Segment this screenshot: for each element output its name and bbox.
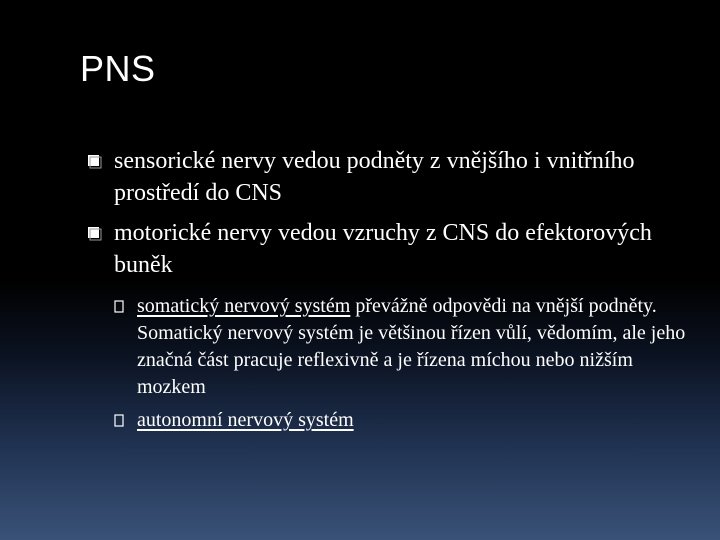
autonomic-nervous-system-link[interactable]: autonomní nervový systém — [137, 409, 354, 431]
hollow-square-bullet-icon — [114, 300, 124, 313]
sub-bullet-item — [114, 293, 696, 401]
slide-title: PNS — [80, 48, 156, 89]
sub-bullet-text: převážně odpovědi na vnější podněty. Somatický nervový systém je většinou řízen vůlí, vědomím, ale jeho značná část pracuje reflexivně a je řízena míchou nebo nižším mozkem — [137, 295, 686, 398]
bullet-text: motorické nervy vedou vzruchy z CNS do efektorových buněk — [114, 220, 652, 278]
sub-bullet-item — [114, 407, 696, 434]
square-bullet-icon — [86, 153, 102, 169]
slide-content — [86, 145, 696, 440]
bullet-item — [86, 217, 696, 281]
bullet-item — [86, 145, 696, 209]
somatic-nervous-system-link[interactable]: somatický nervový systém — [137, 295, 351, 317]
square-bullet-icon — [86, 225, 102, 241]
bullet-text: sensorické nervy vedou podněty z vnějšího i vnitřního prostředí do CNS — [114, 148, 635, 206]
hollow-square-bullet-icon — [114, 414, 124, 427]
